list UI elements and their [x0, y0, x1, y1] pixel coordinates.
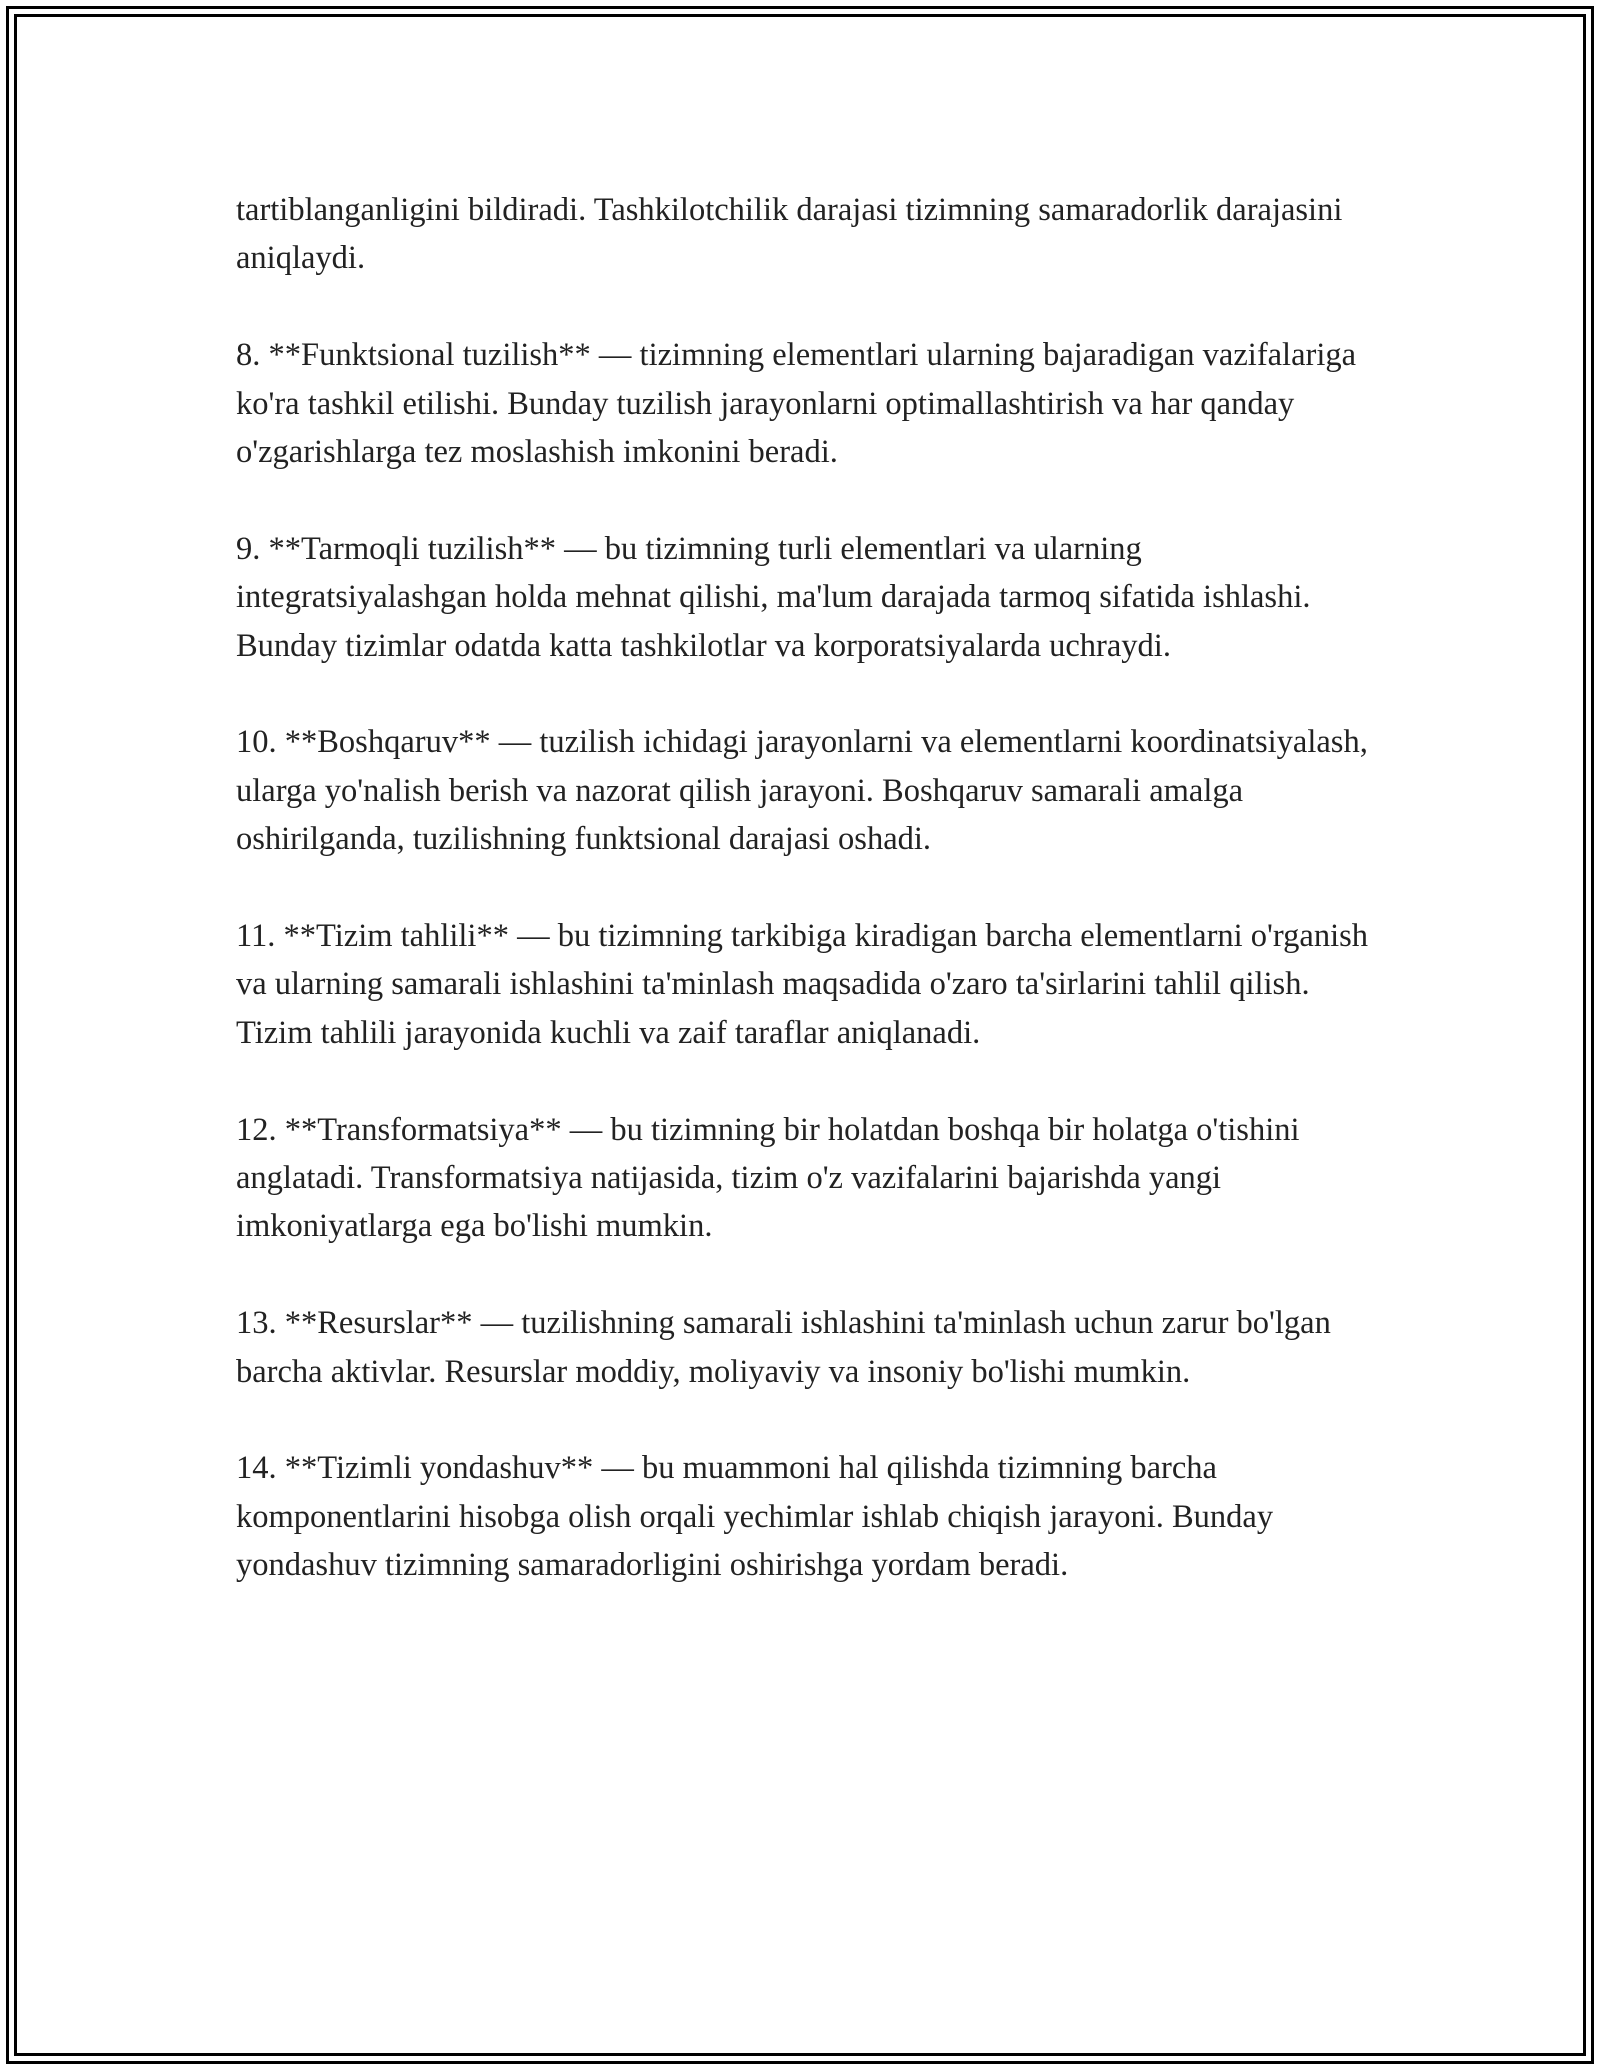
paragraph-item-14: 14. **Tizimli yondashuv** — bu muammoni hal qilishda tizimning barcha komponentlarini hisobga olish orqali yechimlar ishlab chiqish jarayoni. Bunday yondashuv tizimning samaradorligini oshirishga yordam beradi.	[236, 1450, 1274, 1584]
paragraph-item-11: 11. **Tizim tahlili** — bu tizimning tarkibiga kiradigan barcha elementlarni o'rganish va ularning samarali ishlashini ta'minlash maqsadida o'zaro ta'sirlarini tahlil qilish. Tizim tahlili jarayonida kuchli va zaif taraflar aniqlanadi.	[236, 918, 1368, 1051]
paragraph-item-12: 12. **Transformatsiya** — bu tizimning bir holatdan boshqa bir holatga o'tishini anglatadi. Transformatsiya natijasida, tizim o'z vazifalarini bajarishda yangi imkoniyatlarga ega bo'lishi mumkin.	[236, 1111, 1300, 1245]
document-body	[236, 186, 1376, 1590]
paragraph-item-9: 9. **Tarmoqli tuzilish** — bu tizimning turli elementlari va ularning integratsiyalashgan holda mehnat qilishi, ma'lum darajada tarmoq sifatida ishlashi. Bunday tizimlar odatda katta tashkilotlar va korporatsiyalarda uchraydi.	[236, 530, 1311, 664]
paragraph-item-8: 8. **Funktsional tuzilish** — tizimning elementlari ularning bajaradigan vazifalariga ko'ra tashkil etilishi. Bunday tuzilish jarayonlarni optimallashtirish va har qanday o'zgarishlarga tez moslashish imkonini beradi.	[236, 337, 1357, 471]
paragraph-item-13: 13. **Resurslar** — tuzilishning samarali ishlashini ta'minlash uchun zarur bo'lgan barcha aktivlar. Resurslar moddiy, moliyaviy va insoniy bo'lishi mumkin.	[236, 1305, 1331, 1390]
paragraph-continuation: tartiblanganligini bildiradi. Tashkilotchilik darajasi tizimning samaradorlik darajasini aniqlaydi.	[236, 192, 1343, 277]
paragraph-item-10: 10. **Boshqaruv** — tuzilish ichidagi jarayonlarni va elementlarni koordinatsiyalash, ularga yo'nalish berish va nazorat qilish jarayoni. Boshqaruv samarali amalga oshirilganda, tuzilishning funktsional darajasi oshadi.	[236, 724, 1368, 858]
